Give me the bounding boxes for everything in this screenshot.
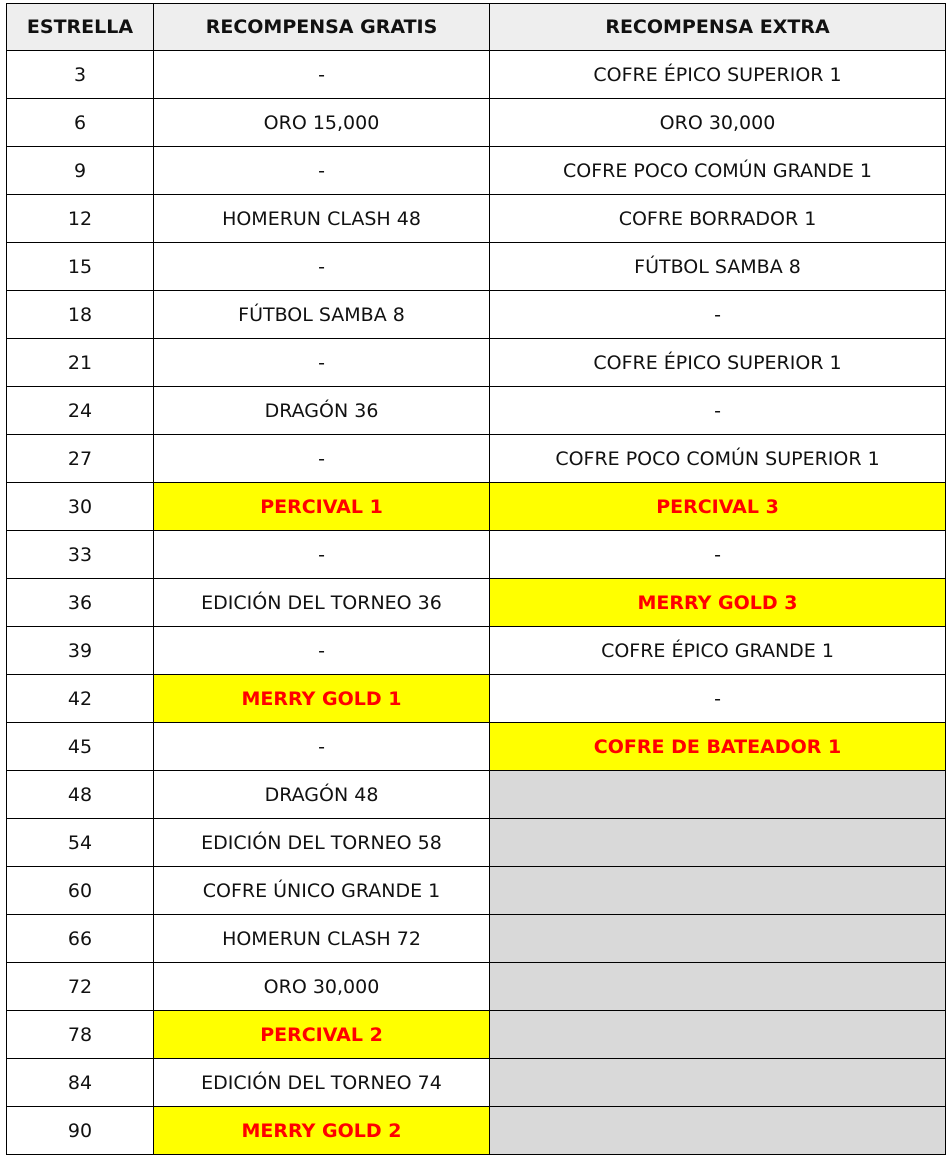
star-cell: 24	[7, 387, 154, 435]
star-cell: 15	[7, 243, 154, 291]
table-row	[7, 147, 946, 195]
header-extra-reward: RECOMPENSA EXTRA	[490, 4, 946, 51]
rewards-table	[6, 3, 946, 1155]
free-reward-cell: COFRE ÚNICO GRANDE 1	[154, 867, 490, 915]
star-cell: 66	[7, 915, 154, 963]
free-reward-cell: EDICIÓN DEL TORNEO 74	[154, 1059, 490, 1107]
star-cell: 54	[7, 819, 154, 867]
extra-reward-cell-empty	[490, 963, 946, 1011]
free-reward-cell: -	[154, 627, 490, 675]
free-reward-cell-highlight: MERRY GOLD 2	[154, 1107, 490, 1155]
extra-reward-cell: COFRE ÉPICO SUPERIOR 1	[490, 339, 946, 387]
extra-reward-cell: COFRE ÉPICO SUPERIOR 1	[490, 51, 946, 99]
star-cell: 84	[7, 1059, 154, 1107]
extra-reward-cell: COFRE BORRADOR 1	[490, 195, 946, 243]
table-row	[7, 387, 946, 435]
star-cell: 36	[7, 579, 154, 627]
extra-reward-cell-empty	[490, 771, 946, 819]
table-row	[7, 771, 946, 819]
extra-reward-cell-highlight: MERRY GOLD 3	[490, 579, 946, 627]
free-reward-cell: -	[154, 51, 490, 99]
free-reward-cell: DRAGÓN 36	[154, 387, 490, 435]
table-row	[7, 915, 946, 963]
star-cell: 72	[7, 963, 154, 1011]
star-cell: 27	[7, 435, 154, 483]
free-reward-cell: EDICIÓN DEL TORNEO 58	[154, 819, 490, 867]
extra-reward-cell-highlight: PERCIVAL 3	[490, 483, 946, 531]
free-reward-cell: ORO 15,000	[154, 99, 490, 147]
star-cell: 30	[7, 483, 154, 531]
star-cell: 60	[7, 867, 154, 915]
free-reward-cell: -	[154, 339, 490, 387]
extra-reward-cell: ORO 30,000	[490, 99, 946, 147]
table-row	[7, 1107, 946, 1155]
extra-reward-cell: -	[490, 291, 946, 339]
table-row	[7, 51, 946, 99]
header-row	[7, 4, 946, 51]
extra-reward-cell-highlight: COFRE DE BATEADOR 1	[490, 723, 946, 771]
header-star: ESTRELLA	[7, 4, 154, 51]
extra-reward-cell-empty	[490, 819, 946, 867]
star-cell: 12	[7, 195, 154, 243]
star-cell: 45	[7, 723, 154, 771]
star-cell: 21	[7, 339, 154, 387]
table-row	[7, 867, 946, 915]
star-cell: 42	[7, 675, 154, 723]
free-reward-cell: ORO 30,000	[154, 963, 490, 1011]
extra-reward-cell: -	[490, 387, 946, 435]
header-free-reward: RECOMPENSA GRATIS	[154, 4, 490, 51]
table-row	[7, 243, 946, 291]
extra-reward-cell: -	[490, 531, 946, 579]
table-row	[7, 339, 946, 387]
free-reward-cell-highlight: PERCIVAL 1	[154, 483, 490, 531]
star-cell: 9	[7, 147, 154, 195]
extra-reward-cell: COFRE POCO COMÚN GRANDE 1	[490, 147, 946, 195]
extra-reward-cell: -	[490, 675, 946, 723]
table-row	[7, 291, 946, 339]
table-row	[7, 531, 946, 579]
free-reward-cell: -	[154, 435, 490, 483]
extra-reward-cell-empty	[490, 915, 946, 963]
extra-reward-cell: COFRE ÉPICO GRANDE 1	[490, 627, 946, 675]
free-reward-cell: -	[154, 147, 490, 195]
star-cell: 39	[7, 627, 154, 675]
extra-reward-cell-empty	[490, 867, 946, 915]
free-reward-cell: DRAGÓN 48	[154, 771, 490, 819]
free-reward-cell-highlight: PERCIVAL 2	[154, 1011, 490, 1059]
table-row	[7, 819, 946, 867]
free-reward-cell: HOMERUN CLASH 72	[154, 915, 490, 963]
table-row	[7, 1059, 946, 1107]
table-row	[7, 99, 946, 147]
free-reward-cell: EDICIÓN DEL TORNEO 36	[154, 579, 490, 627]
extra-reward-cell: FÚTBOL SAMBA 8	[490, 243, 946, 291]
table-row	[7, 195, 946, 243]
rewards-table-body	[7, 51, 946, 1155]
free-reward-cell: -	[154, 531, 490, 579]
free-reward-cell: FÚTBOL SAMBA 8	[154, 291, 490, 339]
star-cell: 6	[7, 99, 154, 147]
table-row	[7, 483, 946, 531]
extra-reward-cell-empty	[490, 1011, 946, 1059]
star-cell: 3	[7, 51, 154, 99]
table-row	[7, 435, 946, 483]
free-reward-cell: -	[154, 723, 490, 771]
free-reward-cell: -	[154, 243, 490, 291]
extra-reward-cell: COFRE POCO COMÚN SUPERIOR 1	[490, 435, 946, 483]
star-cell: 78	[7, 1011, 154, 1059]
rewards-table-header	[7, 4, 946, 51]
table-row	[7, 1011, 946, 1059]
extra-reward-cell-empty	[490, 1107, 946, 1155]
table-row	[7, 675, 946, 723]
free-reward-cell-highlight: MERRY GOLD 1	[154, 675, 490, 723]
table-row	[7, 627, 946, 675]
table-row	[7, 723, 946, 771]
star-cell: 90	[7, 1107, 154, 1155]
star-cell: 48	[7, 771, 154, 819]
table-row	[7, 963, 946, 1011]
free-reward-cell: HOMERUN CLASH 48	[154, 195, 490, 243]
table-row	[7, 579, 946, 627]
star-cell: 33	[7, 531, 154, 579]
star-cell: 18	[7, 291, 154, 339]
extra-reward-cell-empty	[490, 1059, 946, 1107]
